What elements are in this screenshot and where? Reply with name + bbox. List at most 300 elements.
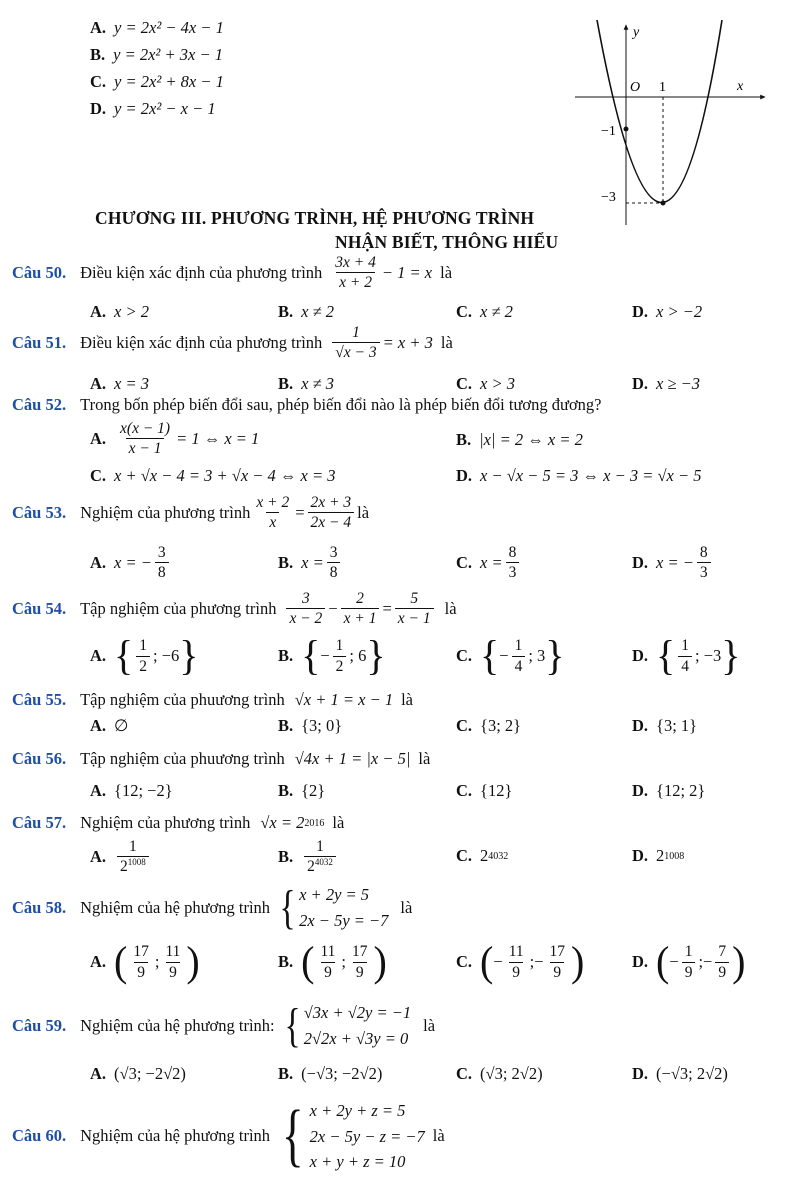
numerator: x + 2	[256, 494, 290, 511]
q56-option-b[interactable]	[278, 781, 325, 801]
numerator: 1	[681, 637, 689, 655]
option-label: B.	[278, 1064, 294, 1083]
equation-fraction	[253, 494, 292, 531]
option-text: y = 2x² − 4x − 1	[114, 18, 224, 37]
q53-option-a[interactable]	[90, 544, 172, 581]
numerator: 8	[699, 544, 708, 561]
q53-option-c[interactable]	[456, 544, 522, 581]
parabola-graph	[575, 20, 775, 230]
base: 2	[120, 858, 128, 876]
option-text: = 1 ⇔ x = 1	[176, 428, 260, 448]
equation-line: 2x − 5y − z = −7	[309, 1126, 425, 1146]
option-text: {12; −2}	[114, 781, 173, 800]
option-label: B.	[278, 302, 294, 321]
denominator: x	[266, 512, 279, 531]
prev-option-a[interactable]	[90, 18, 224, 38]
equals-sign: =	[382, 598, 392, 618]
q59-option-a[interactable]	[90, 1064, 186, 1084]
option-text: x = 3	[114, 374, 150, 393]
option-label: A.	[90, 952, 107, 971]
q59-option-c[interactable]	[456, 1064, 543, 1084]
question-59	[12, 1000, 435, 1051]
question-text: Nghiệm của phương trình	[80, 502, 251, 522]
denominator: 9	[166, 962, 180, 981]
equation-system	[281, 1000, 411, 1051]
equation-tail: = x + 3	[382, 332, 433, 352]
y-tick-minus3: −3	[601, 190, 616, 205]
option-label: C.	[90, 466, 107, 485]
denominator: x − 1	[126, 438, 165, 457]
option-text: {3; 2}	[480, 716, 522, 735]
q51-option-b[interactable]	[278, 374, 334, 394]
option-label: A.	[90, 646, 107, 665]
q57-option-c[interactable]	[456, 846, 508, 866]
option-fraction	[130, 943, 152, 980]
q55-option-b[interactable]	[278, 716, 342, 736]
option-label: D.	[632, 374, 649, 393]
option-label: A.	[90, 1064, 107, 1083]
option-text: 2	[480, 846, 489, 865]
option-label: A.	[90, 552, 107, 572]
question-text: Nghiệm của hệ phương trình	[80, 1126, 271, 1146]
option-label: B.	[278, 716, 294, 735]
option-text: ; −3	[695, 646, 722, 665]
option-text: ; 6	[349, 646, 367, 665]
exponent: 2016	[304, 817, 325, 829]
denominator: x − 1	[395, 608, 434, 627]
option-label: C.	[456, 552, 473, 572]
equation-fraction	[286, 590, 325, 627]
option-label: C.	[456, 846, 473, 865]
option-text: {2}	[301, 781, 326, 800]
q50-option-a[interactable]	[90, 302, 149, 322]
option-text: {12; 2}	[656, 781, 706, 800]
q57-option-b[interactable]	[278, 838, 339, 875]
question-number: Câu 56.	[12, 749, 67, 768]
option-label: A.	[90, 428, 107, 448]
q55-option-d[interactable]	[632, 716, 697, 736]
option-text: ; 3	[528, 646, 546, 665]
q58-option-a[interactable]: A. ( $\frac{17}{9}$ ; $\frac{11}{9}$ )	[90, 937, 200, 986]
option-fraction	[117, 838, 149, 875]
equation-system	[276, 1098, 425, 1175]
option-label: A.	[90, 781, 107, 800]
exponent: 4032	[488, 850, 509, 862]
question-number: Câu 50.	[12, 262, 67, 282]
option-text: (√3; −2√2)	[114, 1064, 186, 1083]
question-suffix: là	[332, 813, 345, 832]
q51-option-a[interactable]	[90, 374, 149, 394]
question-58	[12, 882, 412, 933]
q52-option-b[interactable]	[456, 430, 583, 450]
equation-line: x + y + z = 10	[309, 1152, 406, 1172]
left-brace-icon: {	[301, 631, 321, 680]
option-fraction	[333, 637, 347, 674]
left-paren-icon: (	[301, 937, 315, 986]
right-brace-icon: }	[366, 631, 386, 680]
option-text: x > 3	[480, 374, 516, 393]
numerator: 5	[410, 590, 419, 607]
question-text: Nghiệm của hệ phương trình	[80, 897, 271, 917]
option-fraction	[162, 943, 183, 980]
question-text: Nghiệm của phương trình	[80, 813, 251, 832]
option-text: |x| = 2 ⇔ x = 2	[479, 430, 583, 449]
y-intercept-point	[624, 127, 629, 132]
question-suffix: là	[401, 690, 413, 709]
question-60	[12, 1098, 445, 1175]
option-text: x ≠ 3	[301, 374, 335, 393]
denominator: x + 1	[341, 608, 380, 627]
q57-option-a[interactable]	[90, 838, 152, 875]
exponent: 1008	[127, 857, 146, 868]
numerator: 11	[508, 943, 524, 961]
option-label: C.	[90, 72, 107, 91]
question-text: Tập nghiệm của phuương trình	[80, 690, 285, 709]
option-prefix: x = −	[656, 552, 694, 572]
equation: √4x + 1 = |x − 5|	[294, 749, 411, 768]
q50-option-d[interactable]	[632, 302, 702, 322]
option-text: (−√3; −2√2)	[301, 1064, 383, 1083]
left-paren-icon: (	[656, 937, 670, 986]
q50-option-b[interactable]	[278, 302, 334, 322]
option-label: C.	[456, 781, 473, 800]
question-number: Câu 60.	[12, 1126, 67, 1146]
question-number: Câu 51.	[12, 332, 67, 352]
option-text: {3; 0}	[301, 716, 343, 735]
option-fraction	[512, 637, 526, 674]
q52-option-c[interactable]	[90, 466, 336, 486]
numerator: 2x + 3	[310, 494, 352, 511]
option-label: D.	[632, 552, 649, 572]
equation-line: √3x + √2y = −1	[303, 1003, 412, 1022]
option-text: x ≠ 2	[301, 302, 335, 321]
right-paren-icon: )	[373, 937, 387, 986]
option-text: ∅	[114, 716, 129, 735]
option-text: x − √x − 5 = 3 ⇔ x − 3 = √x − 5	[480, 466, 702, 485]
denominator: 9	[682, 962, 696, 981]
option-label: C.	[456, 716, 473, 735]
denominator	[117, 856, 149, 875]
option-label: B.	[278, 781, 294, 800]
equation-line: 2√2x + √3y = 0	[303, 1028, 409, 1048]
option-text: x + √x − 4 = 3 + √x − 4 ⇔ x = 3	[114, 466, 336, 485]
option-text: {3; 1}	[656, 716, 698, 735]
option-label: B.	[90, 45, 106, 64]
option-label: C.	[456, 952, 473, 971]
numerator: 1	[139, 637, 147, 655]
numerator: 1	[352, 324, 360, 341]
left-brace-icon: {	[281, 1097, 304, 1175]
denominator: 8	[327, 562, 341, 581]
equation-tail: − 1 = x	[381, 262, 433, 282]
option-label: C.	[456, 302, 473, 321]
question-suffix: là	[440, 332, 453, 352]
question-text: Nghiệm của hệ phương trình:	[80, 1015, 275, 1035]
question-52	[12, 395, 602, 415]
option-label: D.	[632, 716, 649, 735]
option-fraction	[682, 943, 696, 980]
denominator: 9	[353, 962, 367, 981]
question-text: Điều kiện xác định của phương trình	[80, 262, 323, 282]
y-label: y	[633, 25, 640, 40]
denominator: 2	[136, 656, 150, 675]
option-text: y = 2x² + 8x − 1	[114, 72, 224, 91]
option-prefix: x = −	[114, 552, 152, 572]
right-brace-icon: }	[545, 631, 565, 680]
question-text: Trong bốn phép biến đổi sau, phép biến đổi nào là phép biến đổi tương đương?	[80, 395, 602, 414]
option-text: y = 2x² − x − 1	[114, 99, 216, 118]
option-label: A.	[90, 716, 107, 735]
option-fraction	[327, 544, 341, 581]
option-fraction	[697, 544, 711, 581]
question-56	[12, 749, 430, 769]
equation-fraction	[308, 494, 355, 531]
option-fraction	[349, 943, 371, 980]
question-suffix: là	[357, 502, 370, 522]
left-paren-icon: (	[114, 937, 128, 986]
option-label: D.	[632, 952, 649, 971]
equation-fraction	[332, 254, 379, 291]
q59-option-b[interactable]	[278, 1064, 382, 1084]
option-label: D.	[632, 1064, 649, 1083]
q59-option-d[interactable]	[632, 1064, 728, 1084]
option-fraction	[547, 943, 569, 980]
q56-option-a[interactable]	[90, 781, 173, 801]
equation-fraction	[341, 590, 380, 627]
left-brace-icon: {	[114, 631, 134, 680]
option-label: D.	[632, 781, 649, 800]
minus-sign: −	[328, 598, 338, 618]
denominator: √x − 3	[332, 342, 379, 361]
q54-option-c[interactable]	[456, 631, 565, 680]
q56-option-c[interactable]	[456, 781, 512, 801]
origin-label: O	[630, 80, 641, 95]
numerator: 3	[157, 544, 166, 561]
numerator: 17	[133, 943, 149, 961]
option-text: x > −2	[656, 302, 703, 321]
denominator: x − 2	[286, 608, 325, 627]
option-label: B.	[278, 552, 294, 572]
option-label: C.	[456, 1064, 473, 1083]
question-number: Câu 53.	[12, 502, 67, 522]
question-number: Câu 57.	[12, 813, 67, 832]
numerator: 11	[165, 943, 181, 961]
numerator: 17	[549, 943, 566, 961]
q56-option-d[interactable]	[632, 781, 705, 801]
exponent: 1008	[664, 850, 685, 862]
option-label: B.	[278, 646, 294, 665]
equals-sign: =	[295, 502, 305, 522]
numerator: 3x + 4	[335, 254, 376, 271]
option-fraction	[117, 420, 173, 457]
denominator: 9	[715, 962, 729, 981]
option-fraction	[678, 637, 692, 674]
question-suffix: là	[423, 1015, 436, 1035]
option-fraction	[506, 943, 527, 980]
q53-option-b[interactable]	[278, 544, 343, 581]
chapter-heading: CHƯƠNG III. PHƯƠNG TRÌNH, HỆ PHƯƠNG TRÌNH	[95, 208, 535, 228]
question-text: Điều kiện xác định của phương trình	[80, 332, 323, 352]
numerator: 3	[302, 590, 310, 607]
option-prefix: x =	[301, 552, 324, 572]
system-lines	[310, 1098, 425, 1175]
left-brace-icon: {	[284, 998, 301, 1052]
option-label: B.	[456, 430, 472, 449]
option-label: D.	[456, 466, 473, 485]
denominator: 9	[509, 962, 523, 981]
numerator: 7	[718, 943, 727, 961]
numerator: 1	[335, 637, 344, 655]
option-prefix: −	[320, 646, 330, 665]
numerator: 1	[684, 943, 693, 961]
option-text: x ≥ −3	[656, 374, 701, 393]
right-paren-icon: )	[732, 937, 746, 986]
equation-fraction	[395, 590, 434, 627]
question-51	[12, 324, 453, 361]
denominator: 3	[697, 562, 711, 581]
denominator: 2	[333, 656, 347, 675]
question-57	[12, 813, 344, 833]
right-paren-icon: )	[571, 937, 585, 986]
q52-option-d[interactable]	[456, 466, 702, 486]
numerator: 8	[508, 544, 517, 561]
system-lines	[299, 882, 388, 933]
question-suffix: là	[444, 598, 457, 618]
option-text: (−√3; 2√2)	[656, 1064, 728, 1083]
question-number: Câu 54.	[12, 598, 67, 618]
option-label: A.	[90, 374, 107, 393]
q55-option-c[interactable]	[456, 716, 521, 736]
denominator: 9	[550, 962, 564, 981]
question-53	[12, 494, 369, 531]
vertex-point	[661, 201, 666, 206]
numerator: 1	[129, 838, 137, 855]
parabola-curve	[597, 20, 722, 203]
q55-option-a[interactable]	[90, 716, 128, 736]
option-text: x > 2	[114, 302, 150, 321]
option-fraction	[317, 943, 338, 980]
q57-option-d[interactable]	[632, 846, 684, 866]
prev-option-d[interactable]	[90, 99, 216, 119]
q50-option-c[interactable]	[456, 302, 513, 322]
left-brace-icon: {	[279, 880, 296, 934]
option-fraction	[304, 838, 336, 875]
option-label: A.	[90, 846, 107, 866]
option-label: D.	[632, 302, 649, 321]
q54-option-d[interactable]	[632, 631, 741, 680]
option-prefix: −	[499, 646, 509, 665]
numerator: 2	[356, 590, 364, 607]
numerator: 3	[329, 544, 338, 561]
question-suffix: là	[400, 897, 413, 917]
numerator: 17	[352, 943, 368, 961]
y-tick-minus1: −1	[601, 124, 616, 139]
denominator: x + 2	[336, 272, 375, 291]
question-suffix: là	[432, 1126, 445, 1146]
option-text: ; −6	[153, 646, 180, 665]
denominator: 9	[134, 962, 148, 981]
left-brace-icon: {	[656, 631, 676, 680]
denominator: 4	[512, 656, 526, 675]
left-brace-icon: {	[480, 631, 500, 680]
option-label: D.	[632, 846, 649, 865]
equation-line: x + 2y + z = 5	[309, 1101, 406, 1120]
question-number: Câu 58.	[12, 897, 67, 917]
equation-line: 2x − 5y = −7	[299, 910, 389, 930]
system-lines	[304, 1000, 411, 1051]
section-heading: NHẬN BIẾT, THÔNG HIỂU	[335, 232, 559, 252]
option-label: B.	[278, 846, 294, 866]
x-tick-1: 1	[659, 80, 666, 95]
denominator: 8	[155, 562, 169, 581]
prev-option-b[interactable]	[90, 45, 223, 65]
exponent: 4032	[314, 857, 333, 868]
q51-option-d[interactable]	[632, 374, 700, 394]
option-text: 2	[656, 846, 665, 865]
equation-fraction	[332, 324, 379, 361]
q54-option-a[interactable]	[90, 631, 199, 680]
equation: √x = 2	[260, 813, 305, 832]
denominator	[304, 856, 336, 875]
denominator: 2x − 4	[308, 512, 355, 531]
question-suffix: là	[418, 749, 431, 768]
numerator: 11	[320, 943, 336, 961]
question-55	[12, 690, 413, 710]
question-54	[12, 590, 457, 627]
prev-option-c[interactable]	[90, 72, 224, 92]
equation-system	[276, 882, 388, 933]
numerator: 1	[514, 637, 523, 655]
option-label: C.	[456, 374, 473, 393]
option-text: x ≠ 2	[480, 302, 513, 321]
question-suffix: là	[440, 262, 453, 282]
equation: √x + 1 = x − 1	[294, 690, 394, 709]
option-fraction	[715, 943, 729, 980]
q58-option-b[interactable]: B. ( $\frac{11}{9}$ ; $\frac{17}{9}$ )	[278, 937, 387, 986]
denominator: 3	[506, 562, 520, 581]
question-50	[12, 254, 452, 291]
numerator: 1	[316, 838, 324, 855]
option-label: A.	[90, 18, 107, 37]
q58-option-c[interactable]: C. ( − $\frac{11}{9}$ ;− $\frac{17}{9}$ )	[456, 937, 585, 986]
equation-line: x + 2y = 5	[299, 885, 370, 904]
right-brace-icon: }	[721, 631, 741, 680]
question-number: Câu 59.	[12, 1015, 67, 1035]
denominator: 4	[678, 656, 692, 675]
option-text: (√3; 2√2)	[480, 1064, 543, 1083]
q54-option-b[interactable]	[278, 631, 386, 680]
option-label: C.	[456, 646, 473, 665]
option-label: D.	[632, 646, 649, 665]
question-text: Tập nghiệm của phuương trình	[80, 749, 285, 768]
q51-option-c[interactable]	[456, 374, 515, 394]
right-paren-icon: )	[186, 937, 200, 986]
option-fraction	[155, 544, 169, 581]
option-fraction	[506, 544, 520, 581]
question-number: Câu 55.	[12, 690, 67, 709]
option-text: y = 2x² + 3x − 1	[113, 45, 223, 64]
q53-option-d[interactable]	[632, 544, 714, 581]
left-paren-icon: (	[480, 937, 494, 986]
denominator: 9	[321, 962, 335, 981]
right-brace-icon: }	[179, 631, 199, 680]
q52-option-a[interactable]	[90, 420, 259, 457]
q58-option-d[interactable]: D. ( − $\frac{1}{9}$ ;− $\frac{7}{9}$ )	[632, 937, 746, 986]
question-text: Tập nghiệm của phương trình	[80, 598, 277, 618]
option-fraction	[136, 637, 150, 674]
option-prefix: x =	[480, 552, 503, 572]
question-number: Câu 52.	[12, 395, 67, 414]
